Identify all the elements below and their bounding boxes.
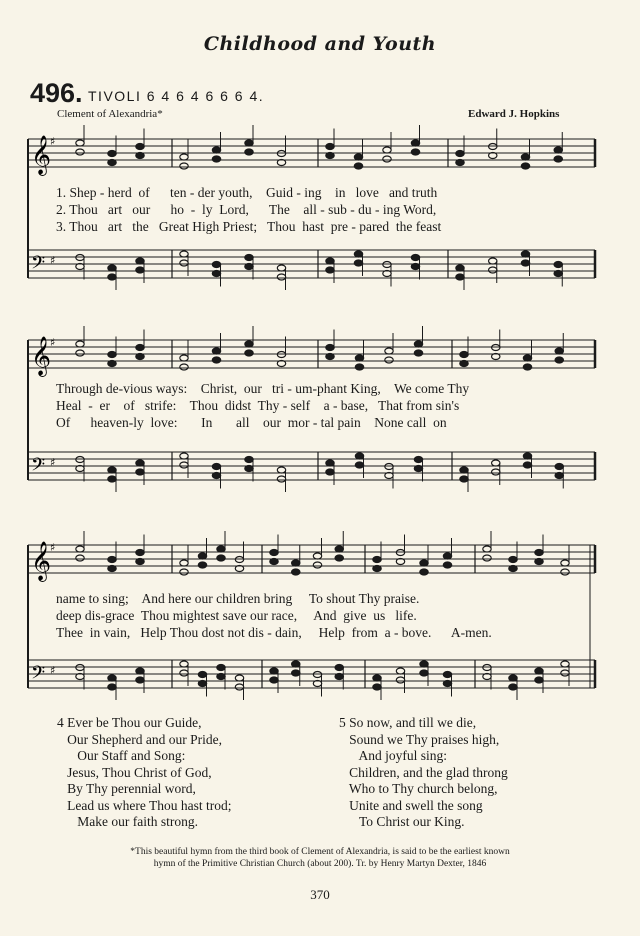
stanza-line: Our Staff and Song: [57,748,186,763]
note-head [136,677,144,683]
note-head [212,464,220,470]
note-head [245,264,253,270]
note-head [108,684,116,690]
tune-name: TIVOLI 6 4 6 4 6 6 6 4. [88,88,265,104]
note-head [108,566,116,572]
note-head [245,140,253,146]
note-head [277,467,285,473]
note-head [443,562,451,568]
note-head [489,267,497,273]
note-head [212,156,220,162]
note-head [483,555,491,561]
lyric-line: Heal - er of strife: Thou didst Thy - self a - base, That from sin's [56,398,460,413]
note-head [198,562,206,568]
note-head [217,674,225,680]
note-head [460,476,468,482]
note-head [554,271,562,277]
note-head [521,154,529,160]
key-signature-sharp: ♯ [50,456,56,469]
note-head [523,462,531,468]
stanza-line: Lead us where Thou hast trod; [57,797,232,813]
note-head [180,462,188,468]
note-head [420,661,428,667]
note-head [420,560,428,566]
treble-clef: 𝄞 [31,135,52,175]
lyric-line: Of heaven-ly love: In all our mor - tal pain None call on [56,415,447,430]
bass-clef: 𝄢 [31,455,46,480]
note-head [270,668,278,674]
note-head [335,546,343,552]
note-head [456,274,464,280]
note-head [521,260,529,266]
note-head [180,560,188,566]
note-head [76,149,84,155]
note-head [326,354,334,360]
note-head [355,355,363,361]
note-head [554,147,562,153]
note-head [555,357,563,363]
note-head [136,550,144,556]
note-head [270,559,278,565]
stanza-line: Jesus, Thou Christ of God, [57,764,212,780]
note-head [523,355,531,361]
note-head [136,668,144,674]
note-head [180,364,188,370]
note-head [76,341,84,347]
note-head [555,348,563,354]
note-head [460,361,468,367]
note-head [554,156,562,162]
note-head [212,473,220,479]
lyric-line: Thee in vain, Help Thou dost not dis - dain, Help from a - bove. A-men. [56,625,492,640]
note-head [411,255,419,261]
stanza-line: 4 Ever be Thou our Guide, [57,715,202,730]
note-head [212,357,220,363]
note-head [326,258,334,264]
note-head [561,560,569,566]
note-head [108,557,116,563]
note-head [509,566,517,572]
note-head [354,163,362,169]
note-head [355,462,363,468]
note-head [136,354,144,360]
stanza-line: Sound we Thy praises high, [339,731,500,747]
note-head [245,149,253,155]
author-credit: Clement of Alexandria* [57,108,163,120]
note-head [411,140,419,146]
note-head [108,274,116,280]
note-head [411,264,419,270]
note-head [277,265,285,271]
note-head [245,341,253,347]
note-head [555,464,563,470]
note-head [396,677,404,683]
note-head [354,154,362,160]
note-head [535,559,543,565]
note-head [489,258,497,264]
note-head [443,681,451,687]
stanza-line: Children, and the glad throng [339,764,508,780]
stanza-line: By Thy perennial word, [57,781,196,796]
stanza-line: Unite and swell the song [339,797,483,813]
key-signature-sharp: ♯ [50,135,56,148]
note-head [535,668,543,674]
note-head [180,670,188,676]
stanza-line: 5 So now, and till we die, [339,715,477,730]
note-head [335,665,343,671]
hymn-number: 496. [30,78,83,108]
note-head [198,553,206,559]
note-head [136,153,144,159]
note-head [373,557,381,563]
note-head [561,670,569,676]
note-head [292,569,300,575]
note-head [313,562,321,568]
note-head [355,364,363,370]
stanza-line: And joyful sing: [339,748,448,763]
lyric-line: name to sing; And here our children bring To shout Thy praise. [56,591,420,606]
note-head [492,469,500,475]
note-head [198,681,206,687]
note-head [108,160,116,166]
note-head [180,661,188,667]
note-head [373,675,381,681]
treble-clef: 𝄞 [31,541,52,581]
composer-credit: Edward J. Hopkins [468,108,560,120]
note-head [292,560,300,566]
note-head [411,149,419,155]
treble-clef: 𝄞 [31,336,52,376]
note-head [108,151,116,157]
note-head [76,555,84,561]
note-head [561,569,569,575]
note-head [76,140,84,146]
note-head [245,457,253,463]
note-head [180,569,188,575]
note-head [460,352,468,358]
note-head [136,267,144,273]
note-head [180,260,188,266]
note-head [326,153,334,159]
note-head [245,466,253,472]
note-head [326,460,334,466]
note-head [523,364,531,370]
note-head [555,473,563,479]
note-head [355,453,363,459]
note-head [354,260,362,266]
stanza-line: Make our faith strong. [57,814,198,829]
note-head [414,350,422,356]
note-head [326,267,334,273]
note-head [136,469,144,475]
note-head [335,555,343,561]
lyric-line: deep dis-grace Thou mightest save our race, And give us life. [56,608,417,623]
key-signature-sharp: ♯ [50,664,56,677]
key-signature-sharp: ♯ [50,541,56,554]
note-head [335,674,343,680]
footnote [30,846,610,870]
note-head [492,460,500,466]
note-head [443,672,451,678]
note-head [76,546,84,552]
note-head [180,453,188,459]
footnote-line: hymn of the Primitive Christian Church (about 200). Tr. by Henry Martyn Dexter, 1846 [153,859,487,869]
note-head [443,553,451,559]
note-head [521,163,529,169]
note-head [313,553,321,559]
bass-clef: 𝄢 [31,253,46,278]
note-head [198,672,206,678]
note-head [108,361,116,367]
stanza-line: To Christ our King. [339,814,465,829]
lyric-line: 2. Thou art our ho - ly Lord, The all - sub - du - ing Word, [56,202,437,217]
note-head [535,677,543,683]
note-head [217,555,225,561]
note-head [108,476,116,482]
stanza-4 [57,715,231,831]
note-head [326,144,334,150]
note-head [180,251,188,257]
note-head [509,684,517,690]
note-head [292,670,300,676]
bass-clef: 𝄢 [31,663,46,688]
note-head [521,251,529,257]
note-head [456,160,464,166]
note-head [420,569,428,575]
note-head [292,661,300,667]
stanza-line: Who to Thy church belong, [339,781,498,796]
note-head [483,546,491,552]
note-head [535,550,543,556]
note-head [373,566,381,572]
lyric-line: 1. Shep - herd of ten - der youth, Guid - ing in love and truth [56,185,438,200]
note-head [554,262,562,268]
note-head [561,661,569,667]
note-head [235,684,243,690]
note-head [354,251,362,257]
key-signature-sharp: ♯ [50,254,56,267]
note-head [385,357,393,363]
note-head [509,557,517,563]
note-head [456,265,464,271]
note-head [108,467,116,473]
note-head [180,154,188,160]
note-head [136,559,144,565]
note-head [212,348,220,354]
note-head [212,262,220,268]
note-head [414,466,422,472]
note-head [217,665,225,671]
note-head [76,350,84,356]
note-head [136,258,144,264]
note-head [414,341,422,347]
note-head [456,151,464,157]
note-head [108,675,116,681]
note-head [523,453,531,459]
note-head [212,147,220,153]
section-title: Childhood and Youth [203,33,437,55]
note-head [136,144,144,150]
stanza-5 [339,715,508,831]
note-head [420,670,428,676]
lyric-line: Through de-vious ways: Christ, our tri - um-phant King, We come Thy [56,381,470,396]
note-head [270,677,278,683]
note-head [326,469,334,475]
note-head [245,350,253,356]
page-number: 370 [310,887,330,902]
footnote-line: *This beautiful hymn from the third book of Clement of Alexandria, is said to be the earliest known [130,847,510,857]
note-head [509,675,517,681]
note-head [277,274,285,280]
note-head [385,348,393,354]
note-head [217,546,225,552]
note-head [326,345,334,351]
note-head [270,550,278,556]
note-head [373,684,381,690]
note-head [245,255,253,261]
note-head [383,147,391,153]
note-head [136,345,144,351]
note-head [108,265,116,271]
key-signature-sharp: ♯ [50,336,56,349]
note-head [180,163,188,169]
note-head [460,467,468,473]
lyric-line: 3. Thou art the Great High Priest; Thou hast pre - pared the feast [56,219,442,234]
stanza-line: Our Shepherd and our Pride, [57,731,222,747]
note-head [383,156,391,162]
note-head [180,355,188,361]
note-head [396,668,404,674]
note-head [108,352,116,358]
note-head [235,675,243,681]
note-head [136,460,144,466]
note-head [212,271,220,277]
note-head [414,457,422,463]
note-head [277,476,285,482]
